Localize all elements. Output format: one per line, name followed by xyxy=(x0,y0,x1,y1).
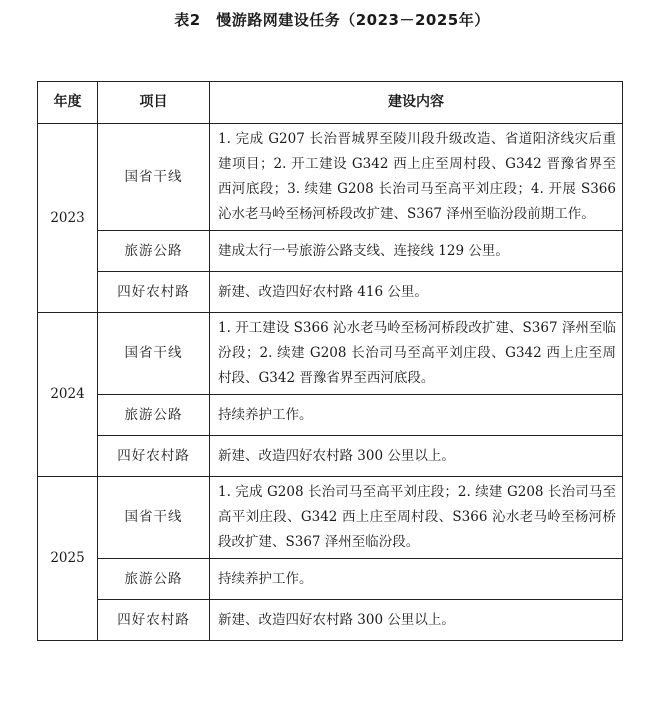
project-cell: 旅游公路 xyxy=(98,559,210,600)
header-project: 项目 xyxy=(98,82,210,124)
content-cell: 1. 完成 G208 长治司马至高平刘庄段；2. 续建 G208 长治司马至高平刘庄段、G342 西上庄至周村段、S366 沁水老马岭至杨河桥段改扩建、S367 泽州至临汾段。 xyxy=(210,477,623,559)
project-cell: 旅游公路 xyxy=(98,395,210,436)
content-cell: 新建、改造四好农村路 300 公里以上。 xyxy=(210,436,623,477)
content-cell: 持续养护工作。 xyxy=(210,559,623,600)
table-title: 表2 慢游路网建设任务（2023－2025年） xyxy=(174,11,490,29)
year-cell-2024: 2024 xyxy=(38,313,98,477)
project-cell: 国省干线 xyxy=(98,477,210,559)
table-row xyxy=(38,313,623,395)
header-year: 年度 xyxy=(38,82,98,124)
content-cell: 建成太行一号旅游公路支线、连接线 129 公里。 xyxy=(210,231,623,272)
content-cell: 1. 开工建设 S366 沁水老马岭至杨河桥段改扩建、S367 泽州至临汾段；2. 续建 G208 长治司马至高平刘庄段、G342 西上庄至周村段、G342 晋豫省界至西河底段。 xyxy=(210,313,623,395)
project-cell: 四好农村路 xyxy=(98,272,210,313)
table-row xyxy=(38,124,623,231)
project-cell: 国省干线 xyxy=(98,124,210,231)
table-row xyxy=(38,231,623,272)
table-row xyxy=(38,395,623,436)
project-cell: 四好农村路 xyxy=(98,600,210,641)
content-cell: 1. 完成 G207 长治晋城界至陵川段升级改造、省道阳济线灾后重建项目；2. 开工建设 G342 西上庄至周村段、G342 晋豫省界至西河底段；3. 续建 G208 长治司马至高平刘庄段；4. 开展 S366 沁水老马岭至杨河桥段改扩建、S367 泽州至临汾段前期工作。 xyxy=(210,124,623,231)
content-cell: 持续养护工作。 xyxy=(210,395,623,436)
table-row xyxy=(38,272,623,313)
header-content: 建设内容 xyxy=(210,82,623,124)
table-row xyxy=(38,477,623,559)
project-cell: 国省干线 xyxy=(98,313,210,395)
year-cell-2023: 2023 xyxy=(38,124,98,313)
content-cell: 新建、改造四好农村路 416 公里。 xyxy=(210,272,623,313)
table-row xyxy=(38,436,623,477)
project-cell: 四好农村路 xyxy=(98,436,210,477)
table-row xyxy=(38,600,623,641)
table-header-row xyxy=(38,82,623,124)
table-row xyxy=(38,559,623,600)
content-cell: 新建、改造四好农村路 300 公里以上。 xyxy=(210,600,623,641)
road-network-task-table xyxy=(37,81,623,641)
year-cell-2025: 2025 xyxy=(38,477,98,641)
project-cell: 旅游公路 xyxy=(98,231,210,272)
